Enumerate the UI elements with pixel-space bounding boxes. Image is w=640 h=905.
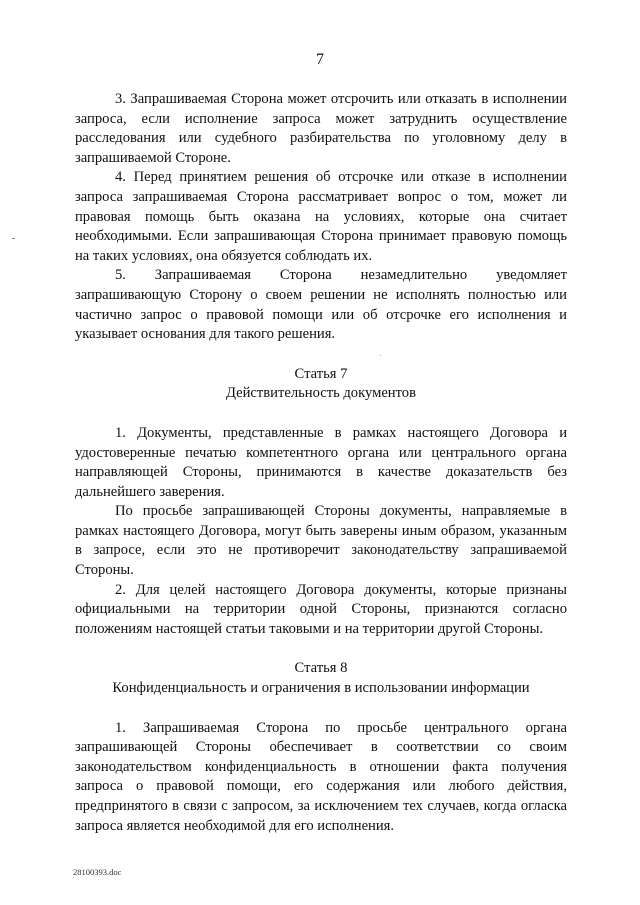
paragraph-3: 3. Запрашиваемая Сторона может отсрочить или отказать в исполнении запроса, если исполнение запроса может затруднить осуществление расследования или судебного разбирательства по уголовному делу в запрашиваемой Стороне.	[75, 91, 567, 166]
article-7-paragraph-1b: По просьбе запрашивающей Стороны документы, направляемые в рамках настоящего Договора, могут быть заверены иным образом, указанным в запросе, если это не противоречит законодательству запрашиваемой Стороны.	[75, 503, 567, 579]
spacer	[75, 639, 567, 659]
spacer	[75, 699, 567, 719]
paragraph-5: 5. Запрашиваемая Сторона незамедлительно уведомляет запрашивающую Сторону о своем решении не исполнять полностью или частично запрос о правовой помощи или об отсрочке его исполнения и указывает основания для такого решения.	[75, 267, 567, 343]
paragraph-4: 4. Перед принятием решения об отсрочке или отказе в исполнении запроса запрашиваемая Сторона рассматривает вопрос о том, может ли правовая помощь быть оказана на условиях, которые она считает необходимыми. Если запрашивающая Сторона принимает правовую помощь на таких условиях, она обязуется соблюдать их.	[75, 169, 567, 264]
article-7-heading: Статья 7	[294, 365, 348, 382]
page-number: 7	[316, 51, 324, 68]
article-7-paragraph-2: 2. Для целей настоящего Договора документы, которые признаны официальными на территории одной Стороны, признаются согласно положениям настоящей статьи таковыми и на территории другой Стороны.	[75, 581, 567, 637]
article-7-paragraph-1: 1. Документы, представленные в рамках настоящего Договора и удостоверенные печатью компетентного органа или центрального органа направляющей Стороны, принимаются в качестве доказательств без дальнейшего заверения.	[75, 424, 567, 500]
document-body	[75, 90, 567, 836]
footer-filename: 28100393.doc	[73, 867, 122, 877]
spacer	[75, 404, 567, 424]
article-7-title: Действительность документов	[225, 385, 416, 402]
article-8-heading: Статья 8	[294, 660, 348, 677]
spacer	[75, 345, 567, 365]
article-8-paragraph-1: 1. Запрашиваемая Сторона по просьбе центрального органа запрашивающей Стороны обеспечивает в соответствии со своим законодательством конфиденциальность в отношении факта получения запроса о правовой помощи, его содержания или любого действия, предпринятого в связи с запросом, за исключением тех случаев, когда огласка запроса является необходимой для его исполнения.	[75, 719, 567, 834]
margin-mark	[12, 238, 15, 239]
article-8-title: Конфиденциальность и ограничения в использовании информации	[112, 680, 530, 697]
